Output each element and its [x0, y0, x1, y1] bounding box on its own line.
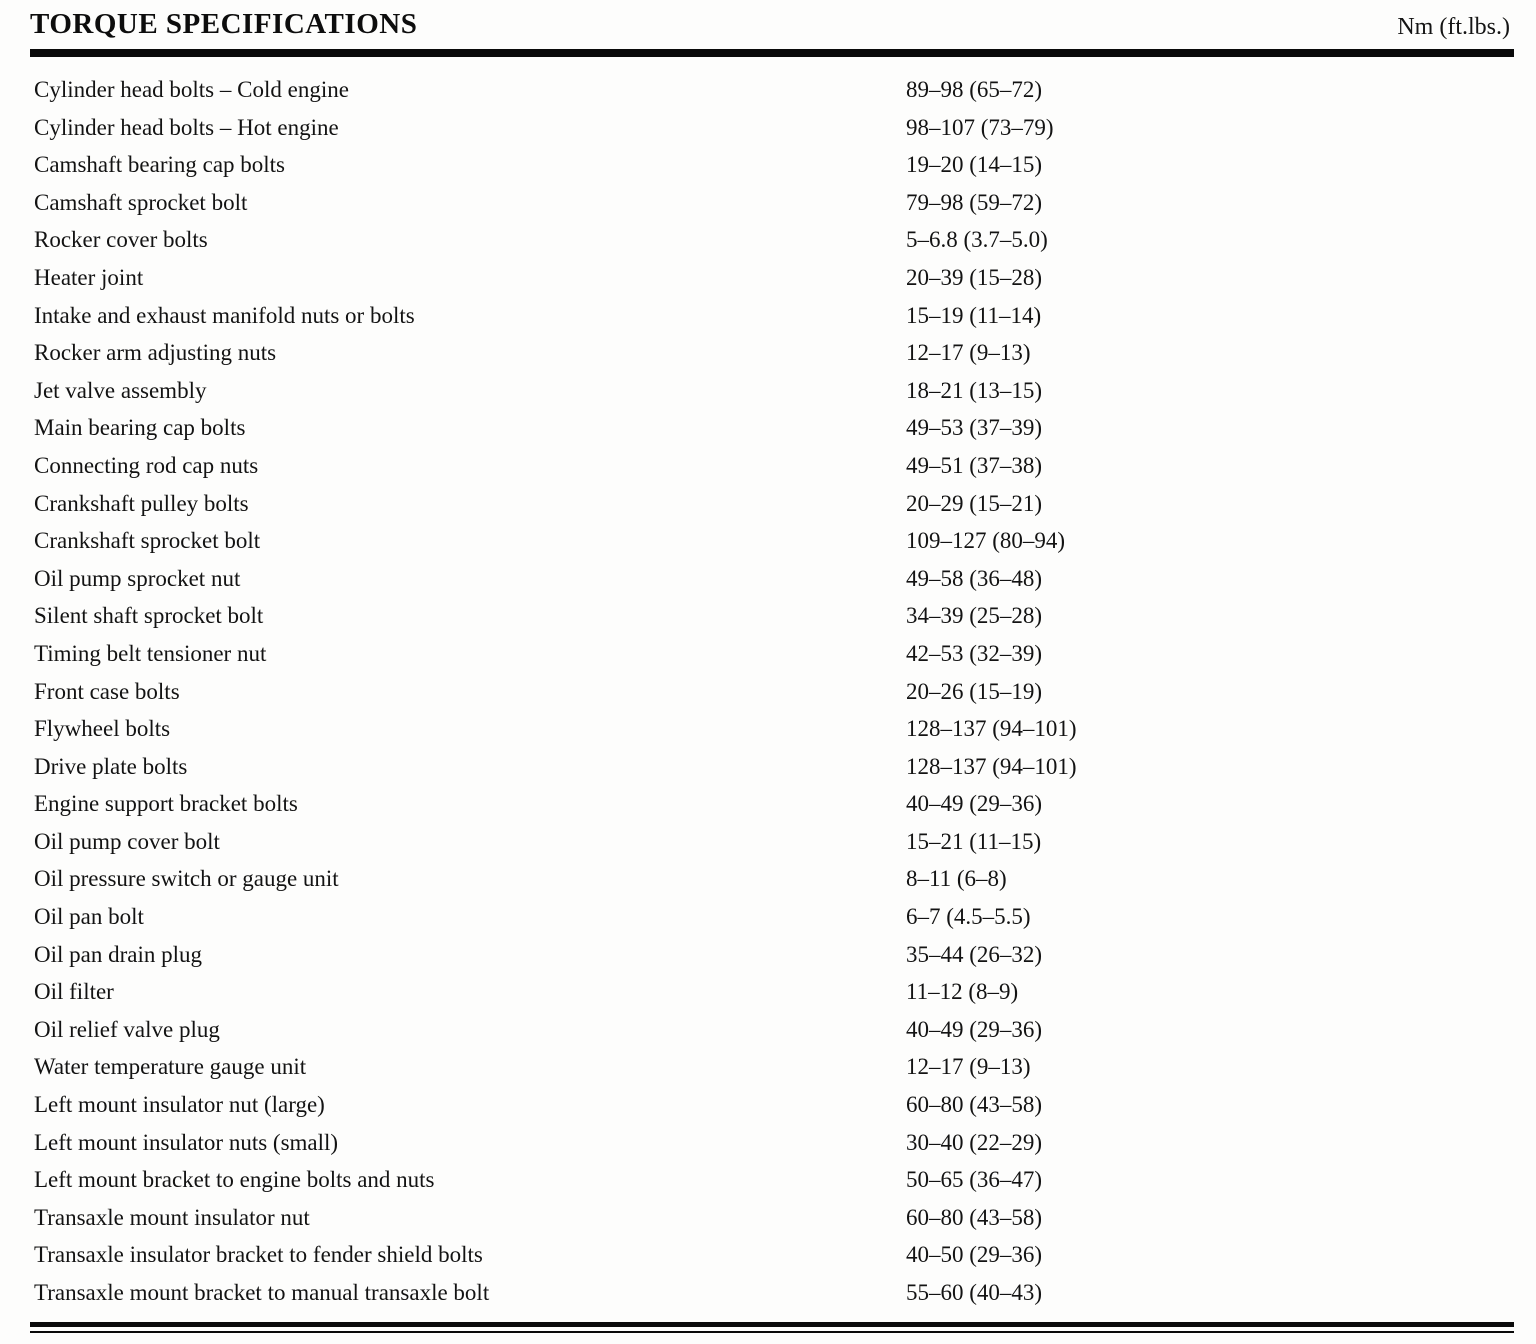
row-item-label: Transaxle insulator bracket to fender shield bolts — [34, 1242, 483, 1268]
table-row — [34, 748, 1514, 786]
row-torque-value: 15–19 (11–14) — [906, 302, 1042, 328]
table-row — [34, 1274, 1514, 1312]
table-row — [34, 1086, 1514, 1124]
header-rule — [30, 49, 1514, 57]
table-row — [34, 936, 1514, 974]
row-torque-value: 12–17 (9–13) — [906, 340, 1031, 366]
row-item-label: Camshaft bearing cap bolts — [34, 152, 286, 178]
row-torque-value: 11–12 (8–9) — [906, 979, 1019, 1005]
row-torque-value: 19–20 (14–15) — [906, 152, 1043, 178]
table-row — [34, 673, 1514, 711]
row-item-label: Timing belt tensioner nut — [34, 640, 267, 666]
row-item-label: Crankshaft pulley bolts — [34, 490, 249, 516]
row-torque-value: 50–65 (36–47) — [906, 1167, 1043, 1193]
row-item-label: Rocker arm adjusting nuts — [34, 340, 277, 366]
bottom-rule — [30, 1322, 1514, 1333]
table-row — [34, 785, 1514, 823]
row-torque-value: 40–50 (29–36) — [906, 1242, 1043, 1268]
row-torque-value: 109–127 (80–94) — [906, 528, 1066, 554]
table-row — [34, 109, 1514, 147]
row-torque-value: 20–29 (15–21) — [906, 490, 1043, 516]
row-torque-value: 8–11 (6–8) — [906, 866, 1007, 892]
row-item-label: Heater joint — [34, 264, 144, 290]
table-row — [34, 1011, 1514, 1049]
table-row — [34, 1236, 1514, 1274]
row-item-label: Oil relief valve plug — [34, 1016, 220, 1042]
row-item-label: Left mount bracket to engine bolts and nuts — [34, 1167, 435, 1193]
row-item-label: Oil pan bolt — [34, 904, 144, 930]
row-item-label: Connecting rod cap nuts — [34, 452, 259, 478]
table-row — [34, 146, 1514, 184]
row-torque-value: 60–80 (43–58) — [906, 1204, 1043, 1230]
row-item-label: Rocker cover bolts — [34, 227, 208, 253]
table-row — [34, 823, 1514, 861]
row-torque-value: 49–51 (37–38) — [906, 452, 1043, 478]
row-torque-value: 30–40 (22–29) — [906, 1129, 1043, 1155]
row-torque-value: 89–98 (65–72) — [906, 77, 1043, 102]
row-item-label: Left mount insulator nuts (small) — [34, 1129, 339, 1155]
table-row — [34, 409, 1514, 447]
row-torque-value: 128–137 (94–101) — [906, 716, 1077, 742]
table-row — [34, 184, 1514, 222]
row-torque-value: 18–21 (13–15) — [906, 377, 1043, 403]
table-row — [34, 710, 1514, 748]
row-item-label: Engine support bracket bolts — [34, 791, 298, 817]
table-row — [34, 1199, 1514, 1237]
row-item-label: Intake and exhaust manifold nuts or bolts — [34, 302, 415, 328]
row-item-label: Front case bolts — [34, 678, 180, 704]
row-torque-value: 34–39 (25–28) — [906, 603, 1043, 629]
row-item-label: Oil pump sprocket nut — [34, 565, 241, 591]
row-item-label: Oil filter — [34, 979, 114, 1005]
table-row — [34, 259, 1514, 297]
row-item-label: Transaxle mount insulator nut — [34, 1204, 310, 1230]
row-torque-value: 40–49 (29–36) — [906, 791, 1043, 817]
row-torque-value: 128–137 (94–101) — [906, 753, 1077, 779]
torque-table-body — [30, 71, 1514, 1312]
row-torque-value: 49–53 (37–39) — [906, 415, 1043, 441]
table-row — [34, 597, 1514, 635]
table-row — [34, 860, 1514, 898]
table-row — [34, 297, 1514, 335]
row-torque-value: 20–26 (15–19) — [906, 678, 1043, 704]
row-item-label: Water temperature gauge unit — [34, 1054, 307, 1080]
row-torque-value: 40–49 (29–36) — [906, 1016, 1043, 1042]
row-torque-value: 20–39 (15–28) — [906, 264, 1043, 290]
row-torque-value: 5–6.8 (3.7–5.0) — [906, 227, 1048, 253]
table-row — [34, 973, 1514, 1011]
row-item-label: Oil pressure switch or gauge unit — [34, 866, 339, 892]
unit-label: Nm (ft.lbs.) — [1397, 14, 1510, 40]
row-item-label: Oil pan drain plug — [34, 941, 202, 967]
row-item-label: Drive plate bolts — [34, 753, 188, 779]
page-title: TORQUE SPECIFICATIONS — [30, 8, 418, 40]
table-row — [34, 447, 1514, 485]
row-item-label: Transaxle mount bracket to manual transaxle bolt — [34, 1280, 490, 1305]
page-content — [30, 8, 1514, 1333]
row-item-label: Crankshaft sprocket bolt — [34, 528, 261, 554]
table-row — [34, 898, 1514, 936]
table-row — [34, 1161, 1514, 1199]
table-row — [34, 1048, 1514, 1086]
row-item-label: Camshaft sprocket bolt — [34, 189, 248, 215]
row-torque-value: 42–53 (32–39) — [906, 640, 1043, 666]
row-item-label: Jet valve assembly — [34, 377, 207, 403]
table-row — [34, 522, 1514, 560]
row-item-label: Flywheel bolts — [34, 716, 171, 742]
row-torque-value: 15–21 (11–15) — [906, 828, 1042, 854]
table-row — [34, 1124, 1514, 1162]
table-row — [34, 485, 1514, 523]
table-header — [30, 8, 1514, 49]
row-torque-value: 6–7 (4.5–5.5) — [906, 904, 1031, 930]
table-row — [34, 372, 1514, 410]
row-item-label: Left mount insulator nut (large) — [34, 1092, 325, 1118]
row-item-label: Cylinder head bolts – Hot engine — [34, 114, 339, 140]
row-torque-value: 49–58 (36–48) — [906, 565, 1043, 591]
row-torque-value: 79–98 (59–72) — [906, 189, 1043, 215]
table-row — [34, 71, 1514, 109]
table-row — [34, 635, 1514, 673]
row-torque-value: 12–17 (9–13) — [906, 1054, 1031, 1080]
row-torque-value: 60–80 (43–58) — [906, 1092, 1043, 1118]
row-torque-value: 35–44 (26–32) — [906, 941, 1043, 967]
table-row — [34, 334, 1514, 372]
row-item-label: Main bearing cap bolts — [34, 415, 246, 441]
row-item-label: Silent shaft sprocket bolt — [34, 603, 264, 629]
table-row — [34, 560, 1514, 598]
row-item-label: Cylinder head bolts – Cold engine — [34, 77, 349, 102]
row-torque-value: 55–60 (40–43) — [906, 1280, 1043, 1305]
table-row — [34, 221, 1514, 259]
row-torque-value: 98–107 (73–79) — [906, 114, 1054, 140]
row-item-label: Oil pump cover bolt — [34, 828, 220, 854]
